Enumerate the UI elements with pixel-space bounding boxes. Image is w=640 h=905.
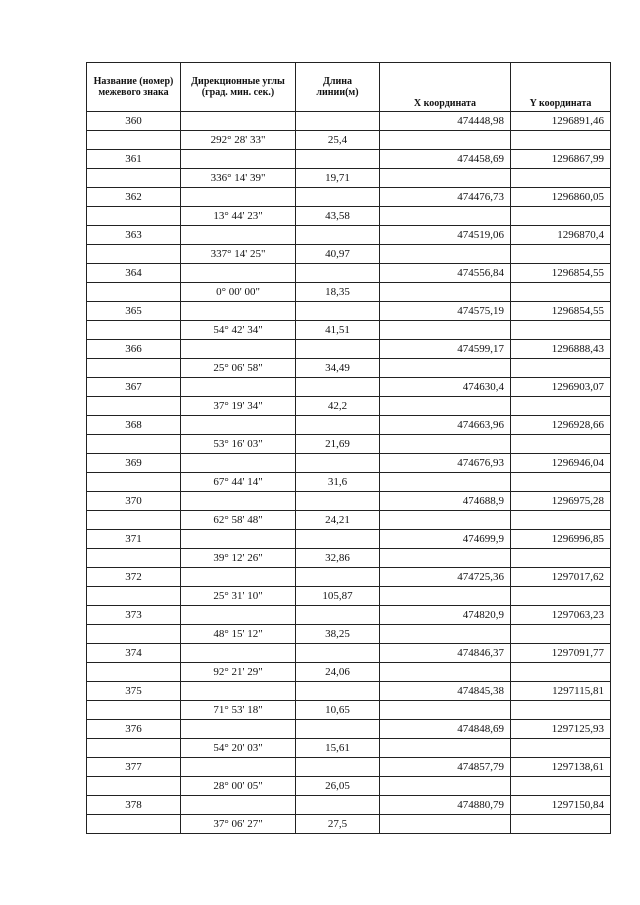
x-coordinate-cell: 474676,93 bbox=[380, 454, 511, 473]
x-coordinate-cell: 474846,37 bbox=[380, 644, 511, 663]
name-cell: 362 bbox=[87, 188, 181, 207]
x-coordinate-cell bbox=[380, 321, 511, 340]
table-row-segment bbox=[87, 739, 611, 758]
length-cell: 10,65 bbox=[296, 701, 380, 720]
length-cell: 19,71 bbox=[296, 169, 380, 188]
length-cell: 41,51 bbox=[296, 321, 380, 340]
table-row-segment bbox=[87, 359, 611, 378]
table-row-point bbox=[87, 530, 611, 549]
table-row-segment bbox=[87, 169, 611, 188]
x-coordinate-cell bbox=[380, 625, 511, 644]
x-coordinate-cell: 474880,79 bbox=[380, 796, 511, 815]
table-row-segment bbox=[87, 777, 611, 796]
length-cell bbox=[296, 112, 380, 131]
table-row-point bbox=[87, 682, 611, 701]
name-cell bbox=[87, 777, 181, 796]
angle-cell: 92° 21' 29" bbox=[181, 663, 296, 682]
x-coordinate-cell: 474663,96 bbox=[380, 416, 511, 435]
angle-cell bbox=[181, 758, 296, 777]
name-cell bbox=[87, 625, 181, 644]
name-cell: 364 bbox=[87, 264, 181, 283]
x-coordinate-cell: 474688,9 bbox=[380, 492, 511, 511]
name-cell bbox=[87, 435, 181, 454]
header-name: Название (номер) межевого знака bbox=[87, 63, 181, 112]
x-coordinate-cell bbox=[380, 435, 511, 454]
name-cell bbox=[87, 131, 181, 150]
table-row-segment bbox=[87, 207, 611, 226]
table-row-point bbox=[87, 112, 611, 131]
name-cell bbox=[87, 473, 181, 492]
length-cell bbox=[296, 340, 380, 359]
length-cell bbox=[296, 796, 380, 815]
y-coordinate-cell bbox=[511, 511, 611, 530]
table-row-segment bbox=[87, 131, 611, 150]
name-cell bbox=[87, 397, 181, 416]
name-cell: 365 bbox=[87, 302, 181, 321]
name-cell: 372 bbox=[87, 568, 181, 587]
y-coordinate-cell bbox=[511, 701, 611, 720]
table-row-point bbox=[87, 188, 611, 207]
y-coordinate-cell: 1296870,4 bbox=[511, 226, 611, 245]
length-cell: 27,5 bbox=[296, 815, 380, 834]
y-coordinate-cell bbox=[511, 169, 611, 188]
x-coordinate-cell bbox=[380, 283, 511, 302]
header-length: Длина линии(м) bbox=[296, 63, 380, 112]
length-cell: 105,87 bbox=[296, 587, 380, 606]
table-row-segment bbox=[87, 511, 611, 530]
x-coordinate-cell: 474448,98 bbox=[380, 112, 511, 131]
name-cell bbox=[87, 739, 181, 758]
header-angle: Дирекционные углы (град. мин. сек.) bbox=[181, 63, 296, 112]
angle-cell: 292° 28' 33" bbox=[181, 131, 296, 150]
y-coordinate-cell: 1296867,99 bbox=[511, 150, 611, 169]
x-coordinate-cell: 474630,4 bbox=[380, 378, 511, 397]
angle-cell bbox=[181, 454, 296, 473]
name-cell: 378 bbox=[87, 796, 181, 815]
x-coordinate-cell bbox=[380, 169, 511, 188]
name-cell: 366 bbox=[87, 340, 181, 359]
name-cell: 363 bbox=[87, 226, 181, 245]
y-coordinate-cell: 1297017,62 bbox=[511, 568, 611, 587]
angle-cell: 337° 14' 25" bbox=[181, 245, 296, 264]
y-coordinate-cell: 1297125,93 bbox=[511, 720, 611, 739]
angle-cell: 25° 31' 10" bbox=[181, 587, 296, 606]
table-header-row bbox=[87, 63, 611, 112]
angle-cell: 62° 58' 48" bbox=[181, 511, 296, 530]
table-row-point bbox=[87, 378, 611, 397]
table-row-segment bbox=[87, 283, 611, 302]
x-coordinate-cell bbox=[380, 473, 511, 492]
angle-cell: 37° 06' 27" bbox=[181, 815, 296, 834]
x-coordinate-cell: 474458,69 bbox=[380, 150, 511, 169]
y-coordinate-cell bbox=[511, 777, 611, 796]
length-cell: 24,06 bbox=[296, 663, 380, 682]
table-row-segment bbox=[87, 435, 611, 454]
header-y: Y координата bbox=[511, 63, 611, 112]
length-cell: 21,69 bbox=[296, 435, 380, 454]
y-coordinate-cell: 1296860,05 bbox=[511, 188, 611, 207]
name-cell: 370 bbox=[87, 492, 181, 511]
angle-cell bbox=[181, 302, 296, 321]
length-cell: 31,6 bbox=[296, 473, 380, 492]
name-cell: 371 bbox=[87, 530, 181, 549]
length-cell bbox=[296, 720, 380, 739]
y-coordinate-cell bbox=[511, 549, 611, 568]
angle-cell: 54° 20' 03" bbox=[181, 739, 296, 758]
table-row-segment bbox=[87, 625, 611, 644]
angle-cell: 336° 14' 39" bbox=[181, 169, 296, 188]
angle-cell bbox=[181, 644, 296, 663]
table-row-point bbox=[87, 644, 611, 663]
x-coordinate-cell: 474857,79 bbox=[380, 758, 511, 777]
angle-cell bbox=[181, 112, 296, 131]
length-cell bbox=[296, 416, 380, 435]
name-cell bbox=[87, 169, 181, 188]
table-row-segment bbox=[87, 663, 611, 682]
x-coordinate-cell bbox=[380, 701, 511, 720]
table-row-segment bbox=[87, 397, 611, 416]
x-coordinate-cell bbox=[380, 397, 511, 416]
x-coordinate-cell bbox=[380, 587, 511, 606]
table-row-point bbox=[87, 340, 611, 359]
table-row-segment bbox=[87, 815, 611, 834]
angle-cell: 0° 00' 00" bbox=[181, 283, 296, 302]
boundary-coordinates-table bbox=[86, 62, 611, 834]
x-coordinate-cell bbox=[380, 739, 511, 758]
angle-cell bbox=[181, 720, 296, 739]
y-coordinate-cell: 1297091,77 bbox=[511, 644, 611, 663]
y-coordinate-cell: 1297150,84 bbox=[511, 796, 611, 815]
angle-cell bbox=[181, 530, 296, 549]
length-cell: 42,2 bbox=[296, 397, 380, 416]
name-cell: 373 bbox=[87, 606, 181, 625]
name-cell: 369 bbox=[87, 454, 181, 473]
angle-cell bbox=[181, 796, 296, 815]
angle-cell: 39° 12' 26" bbox=[181, 549, 296, 568]
name-cell: 367 bbox=[87, 378, 181, 397]
length-cell bbox=[296, 568, 380, 587]
y-coordinate-cell bbox=[511, 283, 611, 302]
name-cell bbox=[87, 587, 181, 606]
length-cell bbox=[296, 302, 380, 321]
x-coordinate-cell bbox=[380, 245, 511, 264]
angle-cell: 25° 06' 58" bbox=[181, 359, 296, 378]
y-coordinate-cell: 1296854,55 bbox=[511, 302, 611, 321]
length-cell bbox=[296, 758, 380, 777]
x-coordinate-cell: 474699,9 bbox=[380, 530, 511, 549]
name-cell bbox=[87, 245, 181, 264]
name-cell: 375 bbox=[87, 682, 181, 701]
angle-cell bbox=[181, 378, 296, 397]
name-cell: 361 bbox=[87, 150, 181, 169]
table-row-point bbox=[87, 416, 611, 435]
length-cell: 32,86 bbox=[296, 549, 380, 568]
y-coordinate-cell bbox=[511, 397, 611, 416]
table-row-segment bbox=[87, 245, 611, 264]
angle-cell: 48° 15' 12" bbox=[181, 625, 296, 644]
name-cell: 360 bbox=[87, 112, 181, 131]
angle-cell bbox=[181, 416, 296, 435]
y-coordinate-cell: 1296928,66 bbox=[511, 416, 611, 435]
table-row-point bbox=[87, 302, 611, 321]
name-cell bbox=[87, 701, 181, 720]
x-coordinate-cell: 474476,73 bbox=[380, 188, 511, 207]
angle-cell: 53° 16' 03" bbox=[181, 435, 296, 454]
angle-cell bbox=[181, 150, 296, 169]
y-coordinate-cell: 1297138,61 bbox=[511, 758, 611, 777]
angle-cell: 13° 44' 23" bbox=[181, 207, 296, 226]
angle-cell bbox=[181, 568, 296, 587]
length-cell bbox=[296, 378, 380, 397]
table-row-point bbox=[87, 264, 611, 283]
length-cell bbox=[296, 454, 380, 473]
table-row-point bbox=[87, 226, 611, 245]
length-cell bbox=[296, 530, 380, 549]
x-coordinate-cell: 474725,36 bbox=[380, 568, 511, 587]
angle-cell: 67° 44' 14" bbox=[181, 473, 296, 492]
x-coordinate-cell bbox=[380, 663, 511, 682]
y-coordinate-cell: 1296975,28 bbox=[511, 492, 611, 511]
length-cell: 25,4 bbox=[296, 131, 380, 150]
x-coordinate-cell bbox=[380, 815, 511, 834]
angle-cell bbox=[181, 264, 296, 283]
y-coordinate-cell bbox=[511, 473, 611, 492]
y-coordinate-cell: 1296946,04 bbox=[511, 454, 611, 473]
y-coordinate-cell bbox=[511, 739, 611, 758]
x-coordinate-cell bbox=[380, 359, 511, 378]
y-coordinate-cell bbox=[511, 663, 611, 682]
y-coordinate-cell: 1297115,81 bbox=[511, 682, 611, 701]
x-coordinate-cell bbox=[380, 511, 511, 530]
table-row-segment bbox=[87, 587, 611, 606]
angle-cell: 37° 19' 34" bbox=[181, 397, 296, 416]
length-cell: 40,97 bbox=[296, 245, 380, 264]
y-coordinate-cell bbox=[511, 245, 611, 264]
angle-cell: 71° 53' 18" bbox=[181, 701, 296, 720]
name-cell: 376 bbox=[87, 720, 181, 739]
x-coordinate-cell: 474599,17 bbox=[380, 340, 511, 359]
length-cell bbox=[296, 188, 380, 207]
table-row-point bbox=[87, 492, 611, 511]
y-coordinate-cell: 1297063,23 bbox=[511, 606, 611, 625]
angle-cell bbox=[181, 188, 296, 207]
angle-cell bbox=[181, 492, 296, 511]
angle-cell bbox=[181, 682, 296, 701]
length-cell: 18,35 bbox=[296, 283, 380, 302]
angle-cell: 28° 00' 05" bbox=[181, 777, 296, 796]
x-coordinate-cell bbox=[380, 549, 511, 568]
length-cell bbox=[296, 644, 380, 663]
angle-cell bbox=[181, 226, 296, 245]
x-coordinate-cell: 474556,84 bbox=[380, 264, 511, 283]
table-row-point bbox=[87, 568, 611, 587]
x-coordinate-cell bbox=[380, 777, 511, 796]
length-cell bbox=[296, 150, 380, 169]
table-row-point bbox=[87, 758, 611, 777]
name-cell bbox=[87, 321, 181, 340]
table-row-segment bbox=[87, 549, 611, 568]
y-coordinate-cell bbox=[511, 815, 611, 834]
length-cell: 38,25 bbox=[296, 625, 380, 644]
table-row-point bbox=[87, 150, 611, 169]
name-cell bbox=[87, 663, 181, 682]
length-cell: 26,05 bbox=[296, 777, 380, 796]
y-coordinate-cell bbox=[511, 207, 611, 226]
x-coordinate-cell: 474845,38 bbox=[380, 682, 511, 701]
length-cell bbox=[296, 492, 380, 511]
length-cell bbox=[296, 226, 380, 245]
y-coordinate-cell bbox=[511, 321, 611, 340]
length-cell: 43,58 bbox=[296, 207, 380, 226]
table-row-segment bbox=[87, 701, 611, 720]
name-cell: 377 bbox=[87, 758, 181, 777]
y-coordinate-cell: 1296996,85 bbox=[511, 530, 611, 549]
length-cell: 15,61 bbox=[296, 739, 380, 758]
angle-cell bbox=[181, 606, 296, 625]
x-coordinate-cell: 474820,9 bbox=[380, 606, 511, 625]
length-cell: 34,49 bbox=[296, 359, 380, 378]
table-row-segment bbox=[87, 321, 611, 340]
name-cell bbox=[87, 283, 181, 302]
name-cell bbox=[87, 549, 181, 568]
angle-cell: 54° 42' 34" bbox=[181, 321, 296, 340]
name-cell bbox=[87, 207, 181, 226]
name-cell bbox=[87, 511, 181, 530]
name-cell: 374 bbox=[87, 644, 181, 663]
y-coordinate-cell bbox=[511, 435, 611, 454]
y-coordinate-cell: 1296888,43 bbox=[511, 340, 611, 359]
length-cell: 24,21 bbox=[296, 511, 380, 530]
table-row-point bbox=[87, 454, 611, 473]
x-coordinate-cell: 474519,06 bbox=[380, 226, 511, 245]
length-cell bbox=[296, 606, 380, 625]
y-coordinate-cell: 1296903,07 bbox=[511, 378, 611, 397]
name-cell bbox=[87, 815, 181, 834]
y-coordinate-cell: 1296891,46 bbox=[511, 112, 611, 131]
y-coordinate-cell bbox=[511, 131, 611, 150]
y-coordinate-cell bbox=[511, 587, 611, 606]
table-row-point bbox=[87, 796, 611, 815]
angle-cell bbox=[181, 340, 296, 359]
x-coordinate-cell: 474848,69 bbox=[380, 720, 511, 739]
name-cell bbox=[87, 359, 181, 378]
y-coordinate-cell: 1296854,55 bbox=[511, 264, 611, 283]
y-coordinate-cell bbox=[511, 625, 611, 644]
x-coordinate-cell bbox=[380, 131, 511, 150]
length-cell bbox=[296, 682, 380, 701]
header-x: X координата bbox=[380, 63, 511, 112]
x-coordinate-cell bbox=[380, 207, 511, 226]
length-cell bbox=[296, 264, 380, 283]
table-row-segment bbox=[87, 473, 611, 492]
table-row-point bbox=[87, 606, 611, 625]
name-cell: 368 bbox=[87, 416, 181, 435]
y-coordinate-cell bbox=[511, 359, 611, 378]
table-row-point bbox=[87, 720, 611, 739]
x-coordinate-cell: 474575,19 bbox=[380, 302, 511, 321]
table-body bbox=[87, 112, 611, 834]
